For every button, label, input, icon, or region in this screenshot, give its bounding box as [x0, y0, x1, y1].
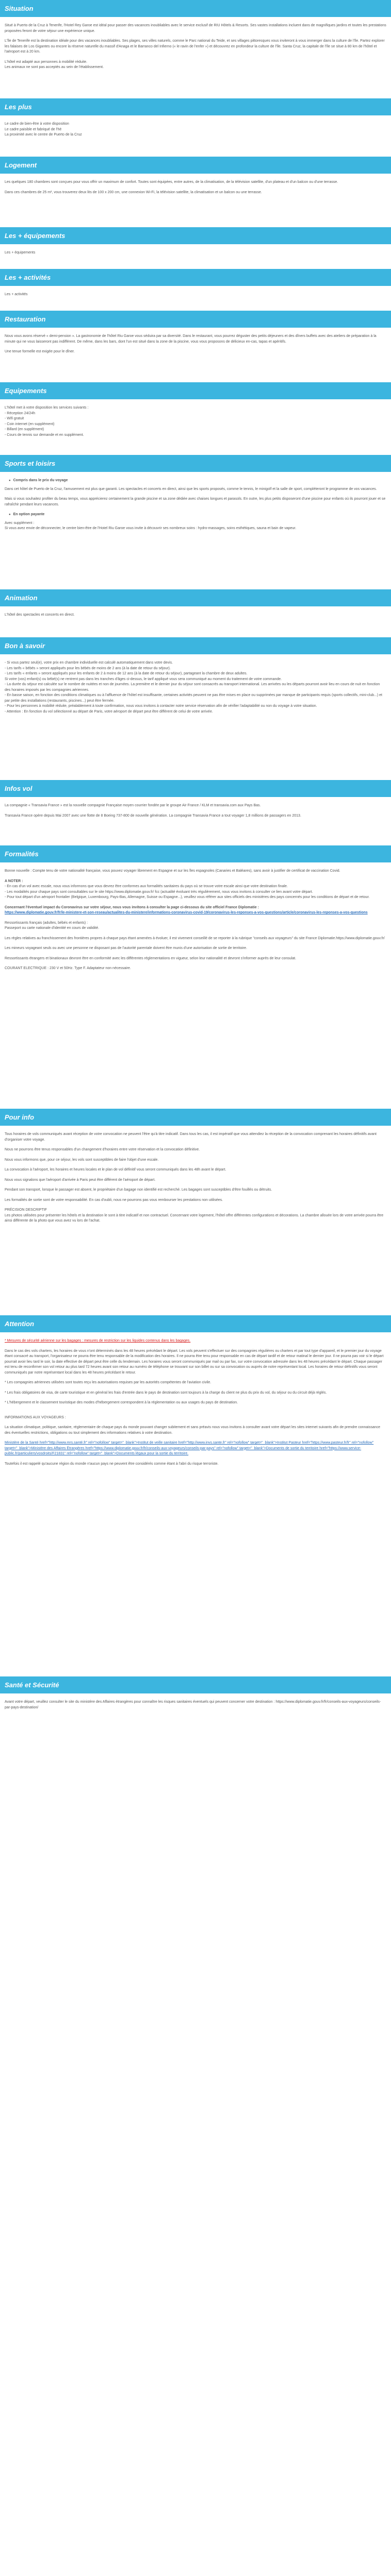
note-heading: A NOTER : [5, 879, 23, 883]
list-item: - Wifi gratuit [5, 417, 24, 420]
section-bon-a-savoir [0, 654, 391, 780]
section-title-pour-info: Pour info [0, 1109, 391, 1126]
section-sante [0, 1693, 391, 1728]
list-item: - Les tarifs « enfants » seront appliqués pour les enfants de 2 à moins de 12 ans (à la date de retour du séjour), partageant la chambre de deux adultes. [5, 672, 248, 675]
section-title-bon-a-savoir: Bon à savoir [0, 637, 391, 654]
paragraph: Bonne nouvelle : Compte tenu de votre nationalité française, vous pouvez voyager librement en Espagne et sur les îles espagnoles (Canaries et Baléares), sans avoir à justifier de certificat de vaccination Covid. [5, 869, 340, 873]
paragraph: Les + activités [5, 293, 28, 296]
paragraph: Avec supplément : [5, 521, 35, 525]
section-restauration [0, 328, 391, 382]
list-item: La proximité avec le centre de Puerto de la Cruz [5, 133, 82, 137]
list-item: - Réception 24/24h [5, 411, 36, 415]
list-item: - Coin internet (en supplément) [5, 422, 55, 426]
paragraph: La convocation à l'aéroport, les horaires et heures locales et le plan de vol définitif vous seront communiqués dans les 48h avant le départ. [5, 1168, 226, 1172]
paragraph: Toutefois il est rappelé qu'aucune région du monde n'aucun pays ne peuvent être considérés comme étant à l'abri du risque terroriste. [5, 1462, 219, 1466]
paragraph: Mais si vous souhaitez profiter du beau temps, vous apprécierez certainement la grande piscine et sa zone dédiée avec chaises longues et parasols. En outre, les plus petits disposeront d'une piscine pour enfants où ils pourront jouer et se rafraîchir pendant leurs vacances. [5, 497, 386, 506]
paragraph: La situation climatique, politique, sanitaire, réglementaire de chaque pays du monde pouvant changer subitement et sans préavis nous vous invitons à consulter avant votre départ les sites internet suivants afin de prendre connaissance des éventuelles restrictions, obligations ou tout simplement des informations relatives à votre destination. [5, 1426, 381, 1435]
section-title-activites-plus: Les + activités [0, 269, 391, 286]
section-title-sante: Santé et Sécurité [0, 1676, 391, 1693]
covid-info-link[interactable]: https://www.diplomatie.gouv.fr/fr/le-ministere-et-son-reseau/actualites-du-ministere/informations-coronavirus-covid-19/coronavirus-les-reponses-a-vos-questions/article/coronavirus-les-reponses-a-vos-questions [5, 911, 368, 914]
paragraph: Ressortissants français (adultes, bébés et enfants) : Passeport ou carte nationale d'identité en cours de validité. [5, 921, 100, 930]
paragraph: Nous vous informons que, pour ce séjour, les vols sont susceptibles de faire l'objet d'une escale. [5, 1158, 159, 1162]
list-item: - Pour tout départ d'un aéroport frontalier (Belgique, Luxembourg, Pays-Bas, Allemagne, Suisse ou Espagne...), veuillez vous référer aux sites officiels des ministères des pays concernés pour les conditions de départ et de retour. [5, 895, 370, 899]
paragraph: Nous vous avons réservé « demi-pension ». La gastronomie de l'hôtel Riu Garoe vous séduira par sa diversité. Dans le restaurant, vous pourrez déguster des petits déjeuners et des dîners buffets avec des ateliers de préparation à la minute qui ne vous laisseront pas indifférent. De même, dans les bars, dont l'un est situé dans la zone de la piscine, vous vous proposons de délicieux en-cas, tapas et apéritifs. [5, 334, 377, 344]
paragraph: Les règles relatives au franchissement des frontières propres à chaque pays étant amenées à évoluer, il est vivement conseillé de se reporter à la rubrique "conseils aux voyageurs" du site France Diplomatie.https://www.diplomatie.gouv.fr/ [5, 936, 385, 940]
section-title-logement: Logement [0, 157, 391, 174]
list-item: - Attention : En fonction du vol sélectionné au départ de Paris, votre aéroport de départ peut être différent de celui de votre arrivée. [5, 709, 213, 714]
section-title-equipements-plus: Les + équipements [0, 227, 391, 244]
paragraph: Dans cet hôtel de Puerto de la Cruz, l'amusement est plus que garanti. Les spectacles et concerts en direct, ainsi que les sports proposés, comme le tennis, le minigolf et la salle de sport, compléteront le programme de vos vacances. [5, 487, 377, 491]
section-pour-info [0, 1126, 391, 1315]
section-activites-plus [0, 286, 391, 311]
section-attention [0, 1332, 391, 1676]
covid-notice: Concernant l'éventuel impact du Coronavirus sur votre séjour, nous vous invitons à consulter la page ci-dessous du site officiel France Diplomatie : [5, 905, 259, 909]
paragraph: La compagnie « Transavia France » est la nouvelle compagnie Française moyen courrier fondée par le groupe Air France / KLM et transavia.com aux Pays Bas. [5, 804, 261, 807]
section-equipements-plus [0, 244, 391, 269]
paragraph: Situé à Puerto de la Cruz à Tenerife, l'Hotel Rey Garoe est idéal pour passer des vacances inoubliables avec le service exclusif de RIU Hôtels & Resorts. Ses vastes installations incluent dans de magnifiques jardins et toutes les prestations proposées feront de votre séjour une expérience unique. [5, 24, 386, 33]
section-title-equipements: Equipements [0, 382, 391, 399]
security-warning[interactable]: * Mesures de sécurité aérienne sur les bagages : mesures de restriction sur les liquides contenus dans les bagages. [5, 1339, 191, 1343]
section-situation [0, 17, 391, 98]
section-equipements [0, 399, 391, 455]
section-title-sports: Sports et loisirs [0, 455, 391, 472]
section-sports [0, 472, 391, 589]
section-title-infos-vol: Infos vol [0, 780, 391, 797]
section-title-attention: Attention [0, 1315, 391, 1332]
paragraph: Dans ces chambres de 25 m², vous trouverez deux lits de 100 x 200 cm, une connexion Wi-Fi, la télévision satellite, la climatisation et un balcon ou une terrasse. [5, 190, 262, 194]
list-item: - En cas d'un vol avec escale, nous vous informons que vous devrez être conformes aux formalités sanitaires du pays où se trouve votre escale ainsi que votre destination finale. [5, 885, 288, 888]
section-animation [0, 606, 391, 637]
paragraph: Si vous avez envie de déconnecter, le centre bien-être de l'Hotel Riu Garoe vous invite à découvrir ses nombreux soins : hydro-massages, soins esthétiques, sauna et bain de vapeur. [5, 527, 297, 530]
section-title-restauration: Restauration [0, 311, 391, 328]
list-item: - Si vous partez seul(e), votre prix en chambre individuelle est calculé automatiquement dans votre devis. [5, 661, 173, 665]
list-item: - En basse saison, en fonction des conditions climatiques ou à l'affluence de l'hôtel est insuffisante, certaines activités peuvent ne pas être mises en place ou supprimées par manque de participants requis (sports collectifs, mini-club...) et par petite des installations (restaurants, piscines...) peut être fermée. [5, 693, 382, 703]
paragraph: Les + équipements [5, 251, 36, 255]
paragraph: Les formalités de sortie sont de votre responsabilité. En cas d'oubli, nous ne pourrons pas vous rembourser les prestations non utilisées. [5, 1198, 223, 1202]
paragraph: Transavia France opère depuis Mai 2007 avec une flotte de 8 Boeing 737-800 de nouvelle génération. La compagnie Transavia France a tout voyager 1,8 millions de passagers en 2013. [5, 814, 301, 818]
list-item: Si votre (vos) enfant(s) ou bébé(s) ne rentrent pas dans les tranches d'âges ci-dessus, le tarif appliqué vous sera communiqué au moment du traitement de votre commande. [5, 677, 282, 681]
list-item: - Billard (en supplément) [5, 428, 44, 431]
list-item: Le cadre paisible et fabriqué de l'hé [5, 127, 62, 131]
paragraph: Une tenue formelle est exigée pour le dîner. [5, 350, 75, 353]
list-item: L'hôtel met à votre disposition les services suivants : [5, 406, 89, 410]
subheading: INFORMATIONS AUX VOYAGEURS : [5, 1415, 66, 1419]
list-item: - La durée du séjour est calculée sur le nombre de nuitées et non de journées. La première et le dernier jour du séjour sont consacrés au transport international. Les arrivées ou les départs pourront avoir lieu en cours de nuit en fonction des horaires imposés par les compagnies aériennes. [5, 683, 380, 692]
paragraph: Ressortissants étrangers et binationaux devront être en conformité avec les différentes réglementations en vigueur, selon leur nationalité et devront s'informer auprès de leur consulat. [5, 956, 297, 960]
paragraph: L'hôtel des spectacles et concerts en direct. [5, 613, 75, 617]
section-title-situation: Situation [0, 0, 391, 17]
paragraph: * L'hébergement et le classement touristique des modes d'hébergement correspondent à la réglementation ou aux usages du pays de destination. [5, 1401, 238, 1404]
section-title-plus: Les plus [0, 98, 391, 115]
list-item: - Les modalités pour chaque pays sont consultables sur le site https://www.diplomatie.gouv.fr/ fcc (actualité évoluant très régulièrement, nous vous invitons à consulter ce lien avant votre départ. [5, 890, 313, 894]
list-item: - Cours de tennis sur demande et en supplément. [5, 433, 84, 437]
paragraph: Les quelques 180 chambres sont conçues pour vous offrir un maximum de confort. Toutes sont équipées, entre autres, de la climatisation, de la télévision satellite, d'un plateau et d'un balcon ou d'une terrasse. [5, 180, 338, 184]
section-title-animation: Animation [0, 589, 391, 606]
paragraph: Nous vous signalons que l'aéroport d'arrivée à Paris peut être différent de l'aéroport de départ. [5, 1178, 156, 1182]
paragraph: Dans le cas des vols charters, les horaires de vous n'ont déterminés dans les 48 heures précédant le départ. Les vols peuvent s'effectuer sur des compagnies régulières ou charters et par tout type d'appareil, et le premier jour du voyage étant consacré au transport, l'organisateur ne pourra être tenu responsable de la modification des horaires. Il ne pourra être tenu pour responsable en cas de départ tardif et de retour matinal le dernier jour. Il ne pourra pas voir si le départ pourrait avoir lieu tard le soir, la date effective de départ peut être celle du lendemain. Les horaires vous seront communiqués par mail ou par fax, sur votre convocation adressée dans les 48 heures précédant le départ. Chaque passager est tenu de reconfirmer son vol retour au plus tard 72 heures avant son retour au numéro de téléphone se trouvant sur son billet ou sur sa convocation ou auprès de notre représentant local. Les horaires de retour définitifs vous seront communiqués par notre représentant local dans les 48 heures précédant le retour. [5, 1349, 384, 1375]
subheading: PRÉCISION DESCRIPTIF [5, 1208, 47, 1212]
section-infos-vol [0, 797, 391, 845]
paragraph: Nous ne pourrons être tenus responsables d'un changement d'horaires entre votre réservation et la convocation définitive. [5, 1148, 200, 1151]
paragraph: * Les compagnies aériennes utilisées sont toutes reçu les autorisations requises par les autorités compétentes de l'aviation civile. [5, 1381, 211, 1384]
paragraph: Tous horaires de vols communiqués avant réception de votre convocation ne peuvent l'être qu'à titre indicatif. Dans tous les cas, il est impératif que vous attendiez la réception de la convocation comprenant les horaires définitifs avant d'organiser votre voyage. [5, 1132, 377, 1142]
section-formalites [0, 862, 391, 1109]
paragraph: Pendant son transport, lorsque le passager est absent, le propriétaire d'un bagage non identifié est recherché. Les bagages sont susceptibles d'être fouillés ou détruits. [5, 1188, 272, 1192]
paragraph: Les mineurs voyageant seuls ou avec une personne ne disposant pas de l'autorité parentale doivent être munis d'une autorisation de sortie de territoire. [5, 946, 248, 950]
paragraph: Les photos utilisées pour présenter les hôtels et la destination le sont à titre indicatif et non contractuel. Concernant votre logement, l'hôtel offre différentes configurations et décorations. La chambre allouée lors de votre arrivée pourra être ainsi différente de la photo que vous avez vu lors de l'achat. [5, 1213, 384, 1223]
paragraph: Avant votre départ, veuillez consulter le site du ministère des Affaires étrangères pour connaître les risques sanitaires éventuels qui peuvent concerner votre destination : https://www.diplomatie.gouv.fr/fr/conseils-aux-voyageurs/conseils-par-pays-destination/ [5, 1700, 381, 1709]
paragraph: * Les frais obligatoires de visa, de carte touristique et en général les frais d'entrée dans le pays de destination sont toujours à la charge du client ne plus du prix du vol, du séjour ou du circuit déjà réglés. [5, 1391, 327, 1395]
list-item: - Les tarifs « bébés » seront appliqués pour les bébés de moins de 2 ans (à la date de retour du séjour). [5, 666, 171, 670]
section-title-formalites: Formalités [0, 845, 391, 862]
subheading-included: ● Compris dans le prix du voyage [9, 478, 386, 484]
list-item: - Pour les personnes à mobilité réduite, préalablement à toute confirmation, nous vous invitons à contacter notre service réservation afin de vérifier l'adaptabilité ou non du voyage à votre situation. [5, 704, 317, 708]
section-logement [0, 174, 391, 227]
health-links[interactable]: Ministère de la Santé href="http://www.mrs.santé.fr" rel="nofollow" target="_blank">Institut de veille sanitaire href="http://www.invs.sante.fr" rel="nofollow" target="_blank">Institut Pasteur href="https://www.pasteur.fr/fr" rel="nofollow" target="_blank">Ministère des Affaires Étrangères href="https://www.diplomatie.gouv.fr/fr/conseils-aux-voyageurs/conseils-par-pays" rel="nofollow" target="_blank">Documents de sortie du territoire href="https://www.service-public.fr/particuliers/vosdroits/F21831" rel="nofollow" target="_blank">Documents légaux pour la sortie du territoire. [5, 1441, 374, 1455]
list-item: Le cadre de bien-être à votre disposition [5, 122, 69, 126]
paragraph: L'hôtel est adapté aux personnes à mobilité réduite. Les animaux ne sont pas acceptés au sein de l'établissement. [5, 60, 104, 69]
paragraph: L'île de Tenerife est la destination idéale pour des vacances inoubliables. Ses plages, ses villes naturels, comme le Parc national du Teide, et ses villages pittoresques vous inviteront à vous immerger dans la culture de l'île. Partez explorer les falaises de Los Gigantes ou encore la réserve naturelle du massif d'Anaga et le Barranco del Infierno (« le ravin de l'enfer ») et découvrez en profondeur la culture de l'île. Santa Cruz, la capitale de l'île se situe à 80 km de l'hôtel et l'aéroport est à 20 km. [5, 39, 385, 54]
section-plus [0, 115, 391, 157]
paragraph: COURANT ELECTRIQUE : 230 V et 50Hz. Type F. Adaptateur non nécessaire. [5, 967, 131, 970]
subheading-paid-option: ● En option payante [9, 512, 386, 518]
